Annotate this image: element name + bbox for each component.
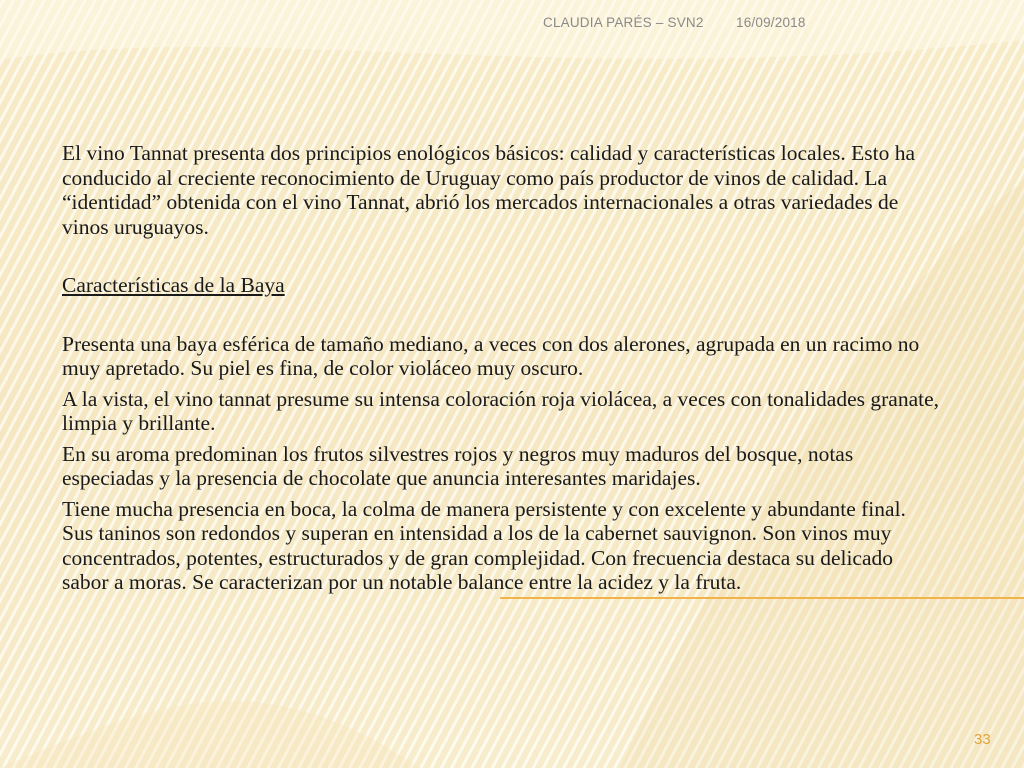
intro-paragraph: El vino Tannat presenta dos principios enológicos básicos: calidad y características locales. Esto ha conducido al creciente reconocimiento de Uruguay como país productor de vinos de calidad. La “identidad” obtenida con el vino Tannat, abrió los mercados internacionales a otras variedades de vinos uruguayos. — [62, 141, 916, 239]
accent-divider-line — [500, 597, 1024, 599]
body-paragraph: Tiene mucha presencia en boca, la colma de manera persistente y con excelente y abundante final. Sus taninos son redondos y superan en intensidad a los de la cabernet sauvignon. Son vinos muy concentrados, potentes, estructurados y de gran complejidad. Con frecuencia destaca su delicado sabor a moras. Se caracterizan por un notable balance entre la acidez y la fruta. — [62, 496, 906, 594]
section-heading: Características de la Baya — [62, 273, 285, 297]
body-paragraph: En su aroma predominan los frutos silvestres rojos y negros muy maduros del bosque, notas especiadas y la presencia de chocolate que anuncia interesantes maridajes. — [62, 441, 854, 490]
slide-body — [62, 141, 942, 601]
header-date: 16/09/2018 — [736, 15, 806, 30]
page-number: 33 — [974, 731, 991, 748]
body-paragraph: A la vista, el vino tannat presume su intensa coloración roja violácea, a veces con tonalidades granate, limpia y brillante. — [62, 386, 939, 435]
body-paragraph: Presenta una baya esférica de tamaño mediano, a veces con dos alerones, agrupada en un racimo no muy apretado. Su piel es fina, de color violáceo muy oscuro. — [62, 331, 920, 380]
header-author: CLAUDIA PARÉS – SVN2 — [543, 15, 704, 30]
